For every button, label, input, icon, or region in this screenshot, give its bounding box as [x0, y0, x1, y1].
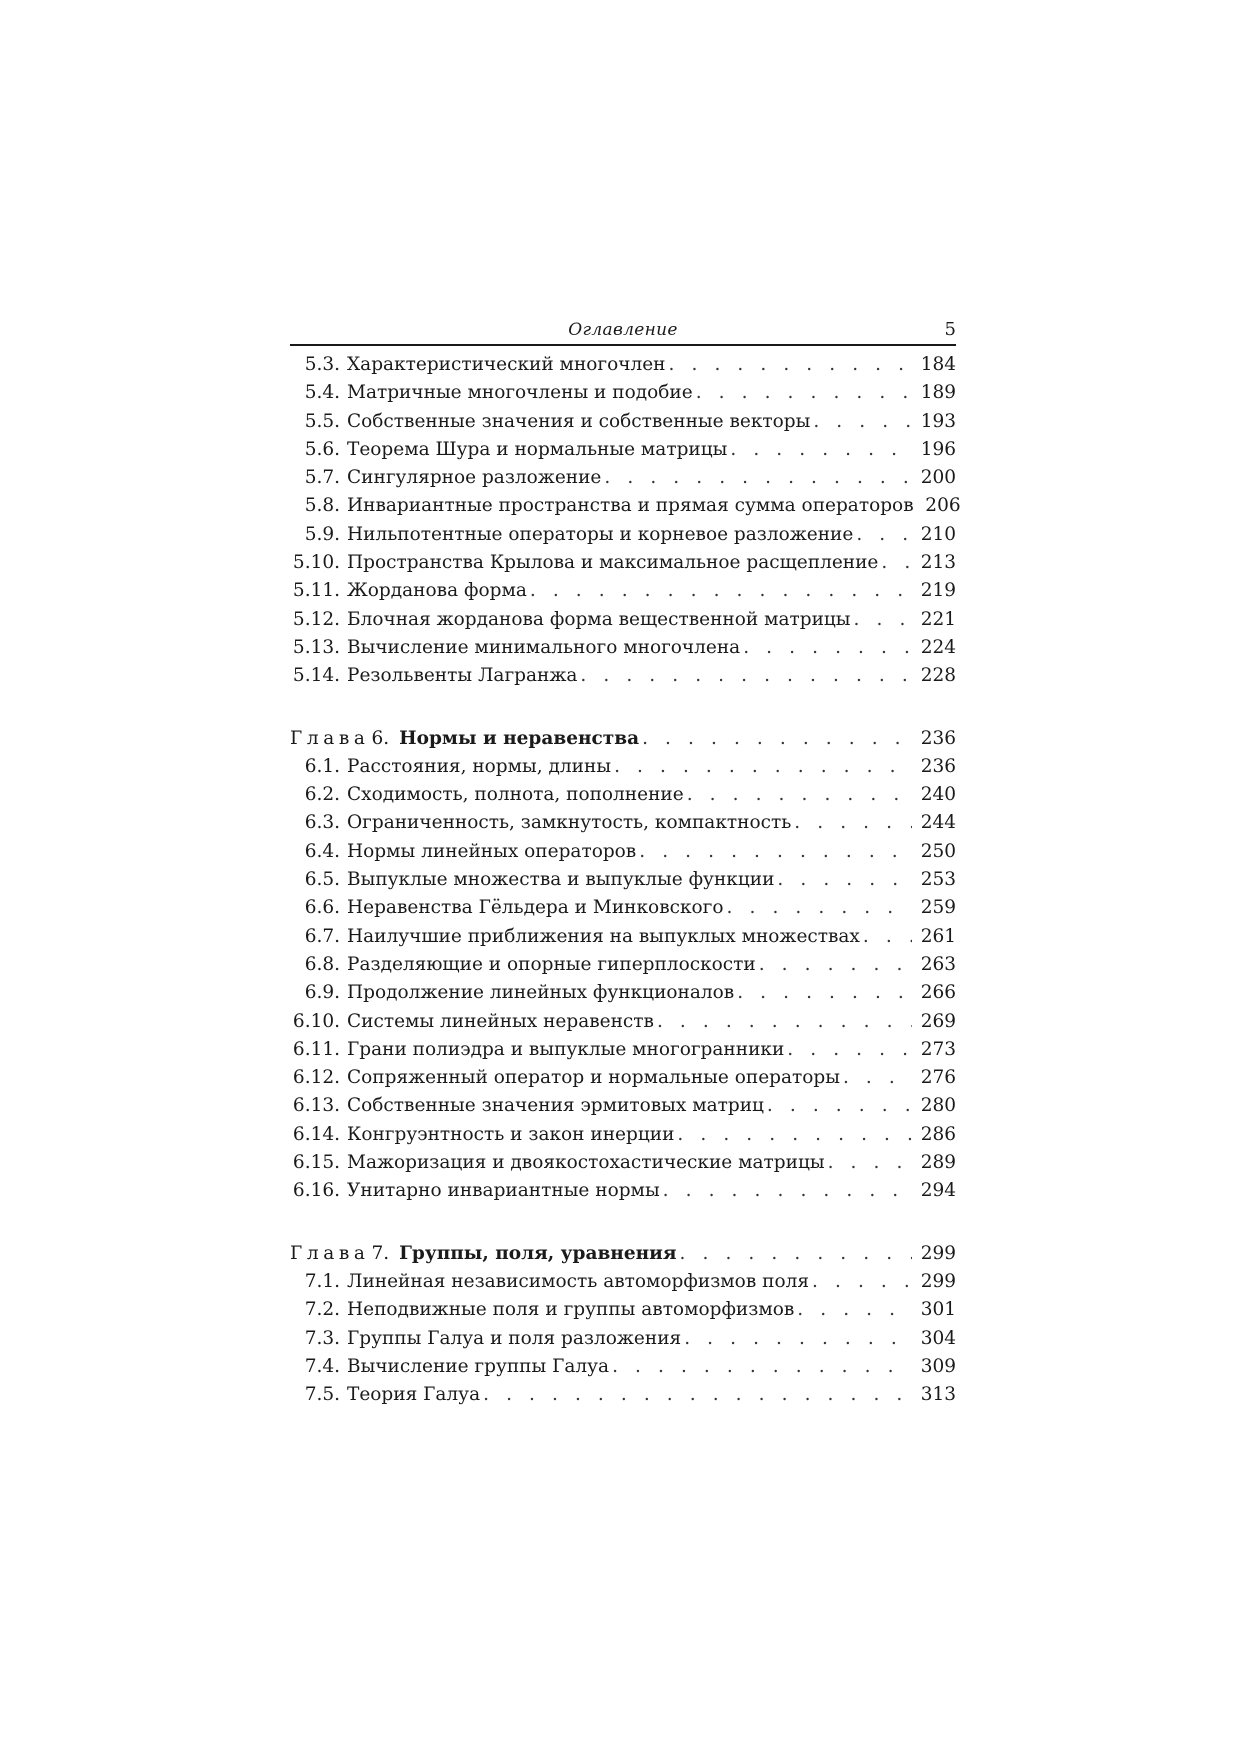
- dot-leader: [787, 1039, 912, 1060]
- entry-number: 6.6.: [304, 897, 340, 919]
- entry-number: 6.15.: [292, 1152, 340, 1174]
- toc-entry[interactable]: [290, 1095, 956, 1123]
- entry-number: 6.2.: [304, 784, 340, 806]
- entry-page: 269: [920, 1010, 956, 1032]
- dot-leader: [727, 897, 912, 918]
- entry-title: Теория Галуа: [347, 1384, 481, 1406]
- entry-number: 5.13.: [292, 636, 340, 658]
- entry-number: 5.9.: [304, 523, 340, 545]
- entry-title: Системы линейных неравенств: [347, 1010, 654, 1032]
- entry-title: Характеристический многочлен: [347, 354, 666, 375]
- entry-title: Матричные многочлены и подобие: [347, 382, 693, 404]
- dot-leader: [604, 467, 912, 488]
- toc-entry[interactable]: [290, 1356, 956, 1384]
- entry-page: 224: [920, 636, 956, 658]
- entry-number: 6.8.: [304, 953, 340, 975]
- dot-leader: [483, 1384, 912, 1405]
- entry-number: 5.7.: [304, 467, 340, 489]
- entry-page: 253: [920, 869, 956, 891]
- page-number: 5: [944, 319, 956, 340]
- entry-number: 6.14.: [292, 1123, 340, 1145]
- entry-title: Конгруэнтность и закон инерции: [347, 1123, 675, 1145]
- entry-title: Расстояния, нормы, длины: [347, 755, 612, 777]
- dot-leader: [856, 524, 912, 545]
- toc-entry[interactable]: [290, 1124, 956, 1152]
- dot-leader: [687, 784, 912, 805]
- entry-page: 299: [920, 1270, 956, 1292]
- dot-leader: [680, 1243, 912, 1264]
- entry-page: 261: [920, 925, 956, 947]
- toc-entry[interactable]: [290, 982, 956, 1010]
- dot-leader: [614, 756, 912, 777]
- toc-entry[interactable]: [290, 1271, 956, 1299]
- dot-leader: [863, 926, 912, 947]
- dot-leader: [669, 354, 912, 375]
- dot-leader: [828, 1152, 912, 1173]
- toc-entry[interactable]: [290, 869, 956, 897]
- entry-number: 6.13.: [292, 1095, 340, 1117]
- toc-entry[interactable]: [290, 637, 956, 665]
- entry-page: 273: [920, 1038, 956, 1060]
- chapter-title: Нормы и неравенства: [399, 727, 640, 749]
- entry-page: 294: [920, 1180, 956, 1202]
- toc-entry[interactable]: [290, 1011, 956, 1039]
- toc-entry[interactable]: [290, 841, 956, 869]
- chapter-page: 299: [920, 1242, 956, 1264]
- toc-entry[interactable]: [290, 354, 956, 382]
- toc-entry[interactable]: [290, 1180, 956, 1208]
- entry-title: Мажоризация и двоякостохастические матрицы: [347, 1152, 825, 1174]
- dot-leader: [881, 552, 912, 573]
- entry-number: 6.3.: [304, 812, 340, 834]
- entry-number: 6.4.: [304, 840, 340, 862]
- dot-leader: [642, 728, 912, 749]
- dot-leader: [794, 812, 912, 833]
- dot-leader: [743, 637, 912, 658]
- entry-page: 228: [920, 665, 956, 687]
- entry-number: 7.2.: [304, 1299, 340, 1321]
- entry-page: 200: [920, 467, 956, 489]
- entry-page: 219: [920, 580, 956, 602]
- dot-leader: [813, 411, 912, 432]
- toc-entry[interactable]: [290, 812, 956, 840]
- entry-title: Неравенства Гёльдера и Минковского: [347, 897, 724, 919]
- toc-entry[interactable]: [290, 897, 956, 925]
- entry-page: 210: [920, 523, 956, 545]
- entry-page: 221: [920, 608, 956, 630]
- entry-title: Теорема Шура и нормальные матрицы: [347, 438, 728, 460]
- dot-leader: [530, 580, 912, 601]
- dot-leader: [767, 1095, 912, 1116]
- toc-entry[interactable]: [290, 1384, 956, 1412]
- dot-leader: [812, 1271, 912, 1292]
- entry-number: 5.14.: [292, 665, 340, 687]
- toc-entry[interactable]: [290, 1299, 956, 1327]
- entry-page: 313: [920, 1384, 956, 1406]
- entry-number: 6.1.: [304, 755, 340, 777]
- entry-title: Продолжение линейных функционалов: [347, 982, 735, 1004]
- toc-entry[interactable]: [290, 1039, 956, 1067]
- entry-number: 7.1.: [304, 1270, 340, 1292]
- entry-number: 7.5.: [304, 1384, 340, 1406]
- toc-entry[interactable]: [290, 382, 956, 410]
- entry-title: Сопряженный оператор и нормальные операторы: [347, 1067, 840, 1089]
- dot-leader: [843, 1067, 912, 1088]
- entry-number: 5.8.: [304, 495, 340, 517]
- toc-entry[interactable]: [290, 495, 961, 523]
- toc-entry[interactable]: [290, 467, 956, 495]
- entry-page: 240: [920, 784, 956, 806]
- entry-page: 280: [920, 1095, 956, 1117]
- entry-title: Вычисление группы Галуа: [347, 1355, 610, 1377]
- toc-entry[interactable]: [290, 524, 956, 552]
- entry-number: 7.4.: [304, 1355, 340, 1377]
- entry-title: Сингулярное разложение: [347, 467, 602, 489]
- entry-title: Нормы линейных операторов: [347, 840, 637, 862]
- dot-leader: [854, 609, 912, 630]
- dot-leader: [612, 1356, 912, 1377]
- entry-title: Ограниченность, замкнутость, компактность: [347, 812, 792, 834]
- entry-title: Сходимость, полнота, пополнение: [347, 784, 684, 806]
- toc-entry[interactable]: [290, 580, 956, 608]
- entry-title: Неподвижные поля и группы автоморфизмов: [347, 1299, 795, 1321]
- chapter-title: Группы, поля, уравнения: [399, 1242, 677, 1264]
- entry-title: Пространства Крылова и максимальное расщепление: [347, 552, 879, 574]
- chapter-number: 7.: [371, 1242, 390, 1264]
- entry-page: 276: [920, 1067, 956, 1089]
- chapter-label: Глава: [290, 727, 370, 749]
- dot-leader: [696, 382, 912, 403]
- toc-entry[interactable]: [290, 756, 956, 784]
- entry-title: Собственные значения эрмитовых матриц: [347, 1095, 764, 1117]
- entry-title: Нильпотентные операторы и корневое разложение: [347, 523, 854, 545]
- toc-entry[interactable]: [290, 665, 956, 693]
- toc-entry[interactable]: [290, 609, 956, 637]
- dot-leader: [730, 439, 912, 460]
- toc-entry[interactable]: [290, 784, 956, 812]
- entry-page: 193: [920, 410, 956, 432]
- entry-title: Блочная жорданова форма вещественной матрицы: [347, 608, 851, 630]
- toc-chapter-heading[interactable]: [290, 728, 956, 756]
- entry-title: Выпуклые множества и выпуклые функции: [347, 869, 775, 891]
- entry-page: 304: [920, 1327, 956, 1349]
- entry-page: 244: [920, 812, 956, 834]
- toc-entry[interactable]: [290, 552, 956, 580]
- entry-number: 6.5.: [304, 869, 340, 891]
- toc-entry[interactable]: [290, 1067, 956, 1095]
- toc-entry[interactable]: [290, 411, 956, 439]
- entry-number: 5.6.: [304, 438, 340, 460]
- entry-page: 309: [920, 1355, 956, 1377]
- entry-title: Линейная независимость автоморфизмов поля: [347, 1270, 810, 1292]
- entry-title: Наилучшие приближения на выпуклых множествах: [347, 925, 860, 947]
- entry-number: 5.12.: [292, 608, 340, 630]
- dot-leader: [663, 1180, 912, 1201]
- dot-leader: [797, 1299, 912, 1320]
- entry-page: 289: [920, 1152, 956, 1174]
- entry-title: Унитарно инвариантные нормы: [347, 1180, 660, 1202]
- dot-leader: [777, 869, 912, 890]
- running-head: [290, 318, 956, 346]
- entry-title: Инвариантные пространства и прямая сумма операторов: [347, 495, 914, 517]
- entry-number: 5.5.: [304, 410, 340, 432]
- entry-number: 6.12.: [292, 1067, 340, 1089]
- entry-title: Группы Галуа и поля разложения: [347, 1327, 682, 1349]
- book-page: [290, 318, 961, 1412]
- entry-page: 263: [920, 953, 956, 975]
- entry-page: 184: [920, 354, 956, 375]
- toc-entry[interactable]: [290, 1152, 956, 1180]
- entry-number: 6.11.: [292, 1038, 340, 1060]
- dot-leader: [639, 841, 912, 862]
- dot-leader: [657, 1011, 912, 1032]
- dot-leader: [684, 1328, 912, 1349]
- entry-number: 5.11.: [292, 580, 340, 602]
- entry-page: 259: [920, 897, 956, 919]
- entry-page: 286: [920, 1123, 956, 1145]
- dot-leader: [677, 1124, 912, 1145]
- toc-entry[interactable]: [290, 926, 956, 954]
- entry-number: 5.10.: [292, 552, 340, 574]
- entry-page: 189: [920, 382, 956, 404]
- toc-entry[interactable]: [290, 439, 956, 467]
- toc-entry[interactable]: [290, 1328, 956, 1356]
- entry-page: 301: [920, 1299, 956, 1321]
- chapter-number: 6.: [371, 727, 390, 749]
- toc-chapter-heading[interactable]: [290, 1243, 956, 1271]
- entry-number: 6.10.: [292, 1010, 340, 1032]
- entry-page: 250: [920, 840, 956, 862]
- entry-title: Жорданова форма: [347, 580, 527, 602]
- entry-page: 213: [920, 552, 956, 574]
- dot-leader: [759, 954, 912, 975]
- entry-title: Разделяющие и опорные гиперплоскости: [347, 953, 756, 975]
- chapter-label: Глава: [290, 1242, 370, 1264]
- entry-page: 206: [925, 495, 961, 517]
- entry-page: 236: [920, 755, 956, 777]
- entry-title: Вычисление минимального многочлена: [347, 636, 741, 658]
- chapter-page: 236: [920, 727, 956, 749]
- entry-number: 5.3.: [304, 354, 340, 375]
- entry-number: 5.4.: [304, 382, 340, 404]
- entry-page: 196: [920, 438, 956, 460]
- entry-title: Грани полиэдра и выпуклые многогранники: [347, 1038, 785, 1060]
- entry-page: 266: [920, 982, 956, 1004]
- entry-number: 6.16.: [292, 1180, 340, 1202]
- entry-number: 6.7.: [304, 925, 340, 947]
- entry-title: Собственные значения и собственные векторы: [347, 410, 811, 432]
- dot-leader: [580, 665, 912, 686]
- entry-number: 7.3.: [304, 1327, 340, 1349]
- entry-number: 6.9.: [304, 982, 340, 1004]
- running-head-title: Оглавление: [568, 320, 678, 340]
- entry-title: Резольвенты Лагранжа: [347, 665, 578, 687]
- table-of-contents: [290, 354, 961, 1412]
- dot-leader: [737, 982, 912, 1003]
- toc-entry[interactable]: [290, 954, 956, 982]
